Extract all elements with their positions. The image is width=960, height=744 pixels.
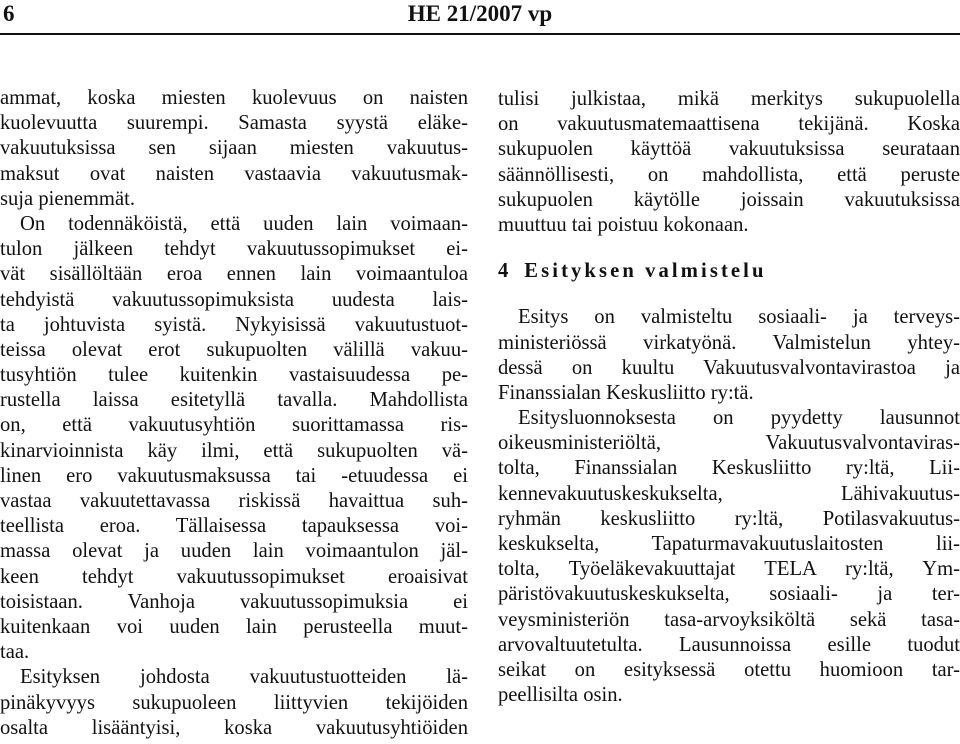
text-line: Esitys on valmisteltu sosiaali- ja terveys-	[518, 306, 960, 329]
text-line: tolta, Työeläkevakuuttajat TELA ry:ltä, Ym-	[498, 558, 960, 581]
text-line: vastaa vakuutettavassa riskissä havaittua suh-	[0, 490, 468, 512]
text-line: ammat, koska miesten kuolevuus on naisten	[0, 87, 468, 109]
text-line: muuttuu tai poistuu kokonaan.	[498, 213, 749, 236]
running-head: HE 21/2007 vp	[407, 1, 553, 26]
text-line: keen tehdyt vakuutussopimukset eroaisivat	[0, 565, 468, 588]
text-line: dessä on kuultu Vakuutusvalvontavirastoa ja	[498, 356, 960, 379]
text-line: tehdyistä vakuutussopimuksista uudesta lais-	[0, 288, 468, 311]
text-line: ta johtuvista syistä. Nykyisissä vakuutustuot-	[0, 313, 468, 336]
text-line: toisistaan. Vanhoja vakuutussopimuksia ei	[0, 590, 468, 613]
right-column	[498, 87, 960, 708]
text-line: päristövakuutuskeskukselta, sosiaali- ja ter-	[498, 583, 960, 606]
text-line: seikat on esityksessä otettu huomioon tar-	[498, 658, 960, 681]
text-line: teellista eroa. Tällaisessa tapauksessa voi-	[0, 515, 468, 538]
text-line: peellisilta osin.	[498, 684, 623, 707]
text-line: Esitysluonnoksesta on pyydetty lausunnot	[518, 407, 960, 430]
text-line: pinäkyvyys sukupuoleen liittyvien tekijöiden	[0, 691, 468, 714]
text-line: tolta, Finanssialan Keskusliitto ry:ltä, Lii-	[498, 457, 960, 480]
section-spacer	[498, 238, 960, 259]
text-line: ministeriössä virkatyönä. Valmistelun yhtey-	[498, 331, 960, 354]
text-line: tusyhtiön tulee kuitenkin vastaisuudessa pe-	[0, 364, 468, 387]
text-line: veysministeriön tasa-arvoyksiköltä sekä tasa-	[498, 608, 960, 631]
text-line: Esityksen johdosta vakuutustuotteiden lä-	[20, 666, 468, 689]
text-line: kuolevuutta suurempi. Samasta syystä eläke-	[0, 112, 468, 135]
text-line: arvovaltuutetulta. Lausunnoissa esille tuodut	[498, 633, 960, 656]
page-number: 6	[3, 1, 15, 26]
text-line: tulon jälkeen tehdyt vakuutussopimukset ei-	[0, 238, 468, 261]
text-line: oikeusministeriöltä, Vakuutusvalvontaviras-	[498, 432, 960, 455]
text-line: Finanssialan Keskusliitto ry:tä.	[498, 381, 754, 404]
text-line: vakuutuksissa sen sijaan miesten vakuutus-	[0, 137, 468, 160]
text-line: rustella laissa esitetyllä tavalla. Mahdollista	[0, 389, 468, 412]
text-line: massa olevat ja uuden lain voimaantulon jäl-	[0, 540, 468, 563]
left-column	[0, 86, 468, 741]
text-line: kuitenkaan voi uuden lain perusteella muut-	[0, 615, 468, 638]
text-line: ryhmän keskusliitto ry:ltä, Potilasvakuutus-	[498, 507, 960, 530]
text-line: kinarvioinnista käy ilmi, että sukupuolten vä-	[0, 439, 468, 462]
text-line: säännöllisesti, on mahdollista, että peruste	[498, 163, 960, 186]
text-line: vät sisällöltään eroa ennen lain voimaantuloa	[0, 263, 468, 286]
text-line: on, että vakuutusyhtiön suorittamassa ris-	[0, 414, 468, 437]
text-line: osalta lisääntyisi, koska vakuutusyhtiöiden	[0, 716, 468, 739]
text-line: maksut ovat naisten vastaavia vakuutusmak-	[0, 162, 468, 185]
text-line: on vakuutusmatemaattisena tekijänä. Koska	[498, 113, 960, 136]
text-line: sukupuolen käytölle joissain vakuutuksissa	[498, 188, 960, 211]
text-line: taa.	[0, 641, 30, 664]
section-title: Esityksen valmistelu	[524, 260, 767, 283]
text-line: kennevakuutuskeskukselta, Lähivakuutus-	[498, 482, 960, 505]
section-heading	[498, 259, 960, 284]
text-line: On todennäköistä, että uuden lain voimaan-	[20, 212, 468, 235]
text-line: suja pienemmät.	[0, 187, 135, 210]
text-line: keskukselta, Tapaturmavakuutuslaitosten lii-	[498, 533, 960, 555]
text-line: linen ero vakuutusmaksussa tai -etuudessa ei	[0, 464, 468, 487]
section-number: 4	[498, 260, 509, 283]
section-spacer	[498, 284, 960, 305]
text-line: teissa olevat erot sukupuolten välillä vakuu-	[0, 338, 468, 361]
header-rule	[0, 33, 960, 35]
text-line: tulisi julkistaa, mikä merkitys sukupuolella	[498, 88, 960, 110]
text-line: sukupuolen käyttöä vakuutuksissa seurataan	[498, 138, 960, 161]
